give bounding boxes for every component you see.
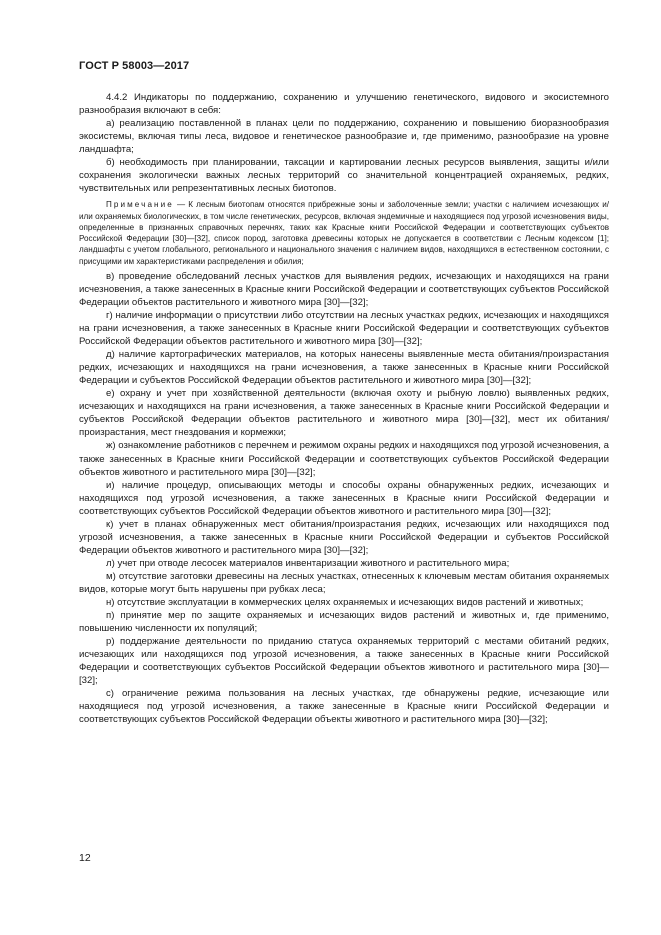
note-label: Примечание	[106, 200, 174, 210]
paragraph: д) наличие картографических материалов, на которых нанесены выявленные места обитания/произрастания редких, исчезающих и находящихся на грани исчезновения, а также занесенных в Красные книги Российской Федерации и субъектов Российской Федерации объектов растительного и животного мира [30]—[32];	[79, 349, 609, 387]
paragraph: л) учет при отводе лесосек материалов инвентаризации животного и растительного мира;	[106, 557, 510, 569]
paragraph: в) проведение обследований лесных участков для выявления редких, исчезающих и находящихся на грани исчезновения, а также занесенных в Красные книги Российской Федерации и соответствующих субъектов Российской Федерации объектов растительного и животного мира [30]—[32];	[79, 270, 609, 308]
bottom-paragraphs	[79, 270, 609, 727]
document-body	[79, 91, 609, 727]
paragraph: м) отсутствие заготовки древесины на лесных участках, отнесенных к ключевым местам обитания охраняемых видов, которые могут быть нарушены при рубках леса;	[79, 570, 609, 595]
paragraph: г) наличие информации о присутствии либо отсутствии на лесных участках редких, исчезающих и находящихся на грани исчезновения, а также занесенных в Красные книги Российской Федерации и соответствующих субъектов Российской Федерации объектов растительного и животного мира [30]—[32];	[79, 310, 609, 348]
document-header: ГОСТ Р 58003—2017	[79, 60, 190, 72]
paragraph: б) необходимость при планировании, таксации и картировании лесных ресурсов выявления, защиты и/или сохранения экологически важных лесных территорий со значительной концентрацией охраняемых, редких, чувствительных или репрезентативных лесных биотопов.	[79, 157, 609, 195]
page-number: 12	[79, 852, 91, 864]
paragraph: с) ограничение режима пользования на лесных участках, где обнаружены редкие, исчезающие или находящиеся под угрозой исчезновения, а также занесенные в Красные книги Российской Федерации и соответствующих субъектов Российской Федерации объекты животного и растительного мира [30]—[32];	[79, 688, 609, 726]
paragraph: н) отсутствие эксплуатации в коммерческих целях охраняемых и исчезающих видов растений и животных;	[106, 597, 584, 609]
paragraph: п) принятие мер по защите охраняемых и исчезающих видов растений и животных и, где применимо, повышению численности их популяций;	[79, 610, 609, 635]
paragraph: и) наличие процедур, описывающих методы и способы охраны обнаруженных редких, исчезающих и находящихся под угрозой исчезновения, а также занесенных в Красные книги Российской Федерации и соответствующих субъектов Российской Федерации объектов животного и растительного мира [30]—[32];	[79, 479, 609, 517]
paragraph: к) учет в планах обнаруженных мест обитания/произрастания редких, исчезающих или находящихся под угрозой исчезновения, а также занесенных в Красные книги Российской Федерации и субъектов Российской Федерации объектов животного и растительного мира [30]—[32];	[79, 518, 609, 556]
note-text: — К лесным биотопам относятся прибрежные зоны и заболоченные земли; участки с наличием исчезающих и/или охраняемых биологических, в том числе генетических, ресурсов, включая эндемичные и находящиеся под угрозой исчезновения виды, определенные в признанных справочных перечнях, таких как Красные книги Российской Федерации и соответствующих субъектов Российской Федерации [30]—[32], список пород, заготовка древесины которых не допускается в соответствии с Лесным кодексом [1]; ландшафты с учетом глобального, регионального и национального значения с наличием видов, находящихся в естественном состоянии, с присущими им характеристиками распределения и обилия;	[79, 200, 609, 266]
note-paragraph	[79, 199, 609, 267]
paragraph: е) охрану и учет при хозяйственной деятельности (включая охоту и рыбную ловлю) выявленных редких, исчезающих и находящихся на грани исчезновения, а также занесенных в Красные книги Российской Федерации и субъектов Российской Федерации объектов растительного и животного мира [30]—[32], мест их обитания/произрастания, мест гнездования и кормежки;	[79, 388, 609, 439]
paragraph: р) поддержание деятельности по приданию статуса охраняемых территорий с местами обитаний редких, исчезающих или находящихся под угрозой исчезновения, а также занесенных в Красные книги Российской Федерации и соответствующих субъектов Российской Федерации объектов животного и растительного мира [30]—[32];	[79, 636, 609, 687]
paragraph: 4.4.2 Индикаторы по поддержанию, сохранению и улучшению генетического, видового и экосистемного разнообразия включают в себя:	[79, 92, 609, 117]
paragraph: а) реализацию поставленной в планах цели по поддержанию, сохранению и повышению биоразнообразия экосистемы, включая типы леса, видовое и генетическое разнообразие и, где применимо, разнообразие на уровне ландшафта;	[79, 118, 609, 156]
top-paragraphs	[79, 91, 609, 195]
paragraph: ж) ознакомление работников с перечнем и режимом охраны редких и находящихся под угрозой исчезновения, а также занесенных в Красные книги Российской Федерации и соответствующих субъектов Российской Федерации объектов животного и растительного мира [30]—[32];	[79, 440, 609, 478]
